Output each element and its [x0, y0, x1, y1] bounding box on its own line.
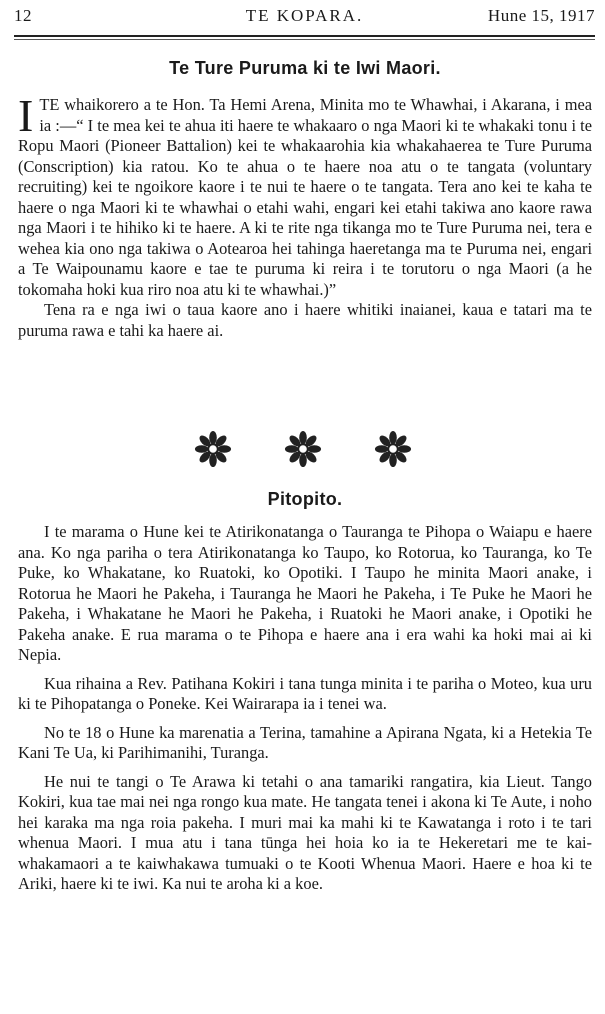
flower-ornament-icon: [284, 430, 322, 468]
article-paragraph: [18, 90, 592, 300]
article-pitopito: [18, 489, 592, 895]
article-headline: Pitopito.: [267, 489, 343, 509]
header-rule: [14, 35, 595, 37]
paragraph-text: TE whaikorero a te Hon. Ta Hemi Arena, Minita mo te Whawhai, i Akarana, i mea ia :—“ I te mea kei te ahua iti haere te whakaaro o nga Maori ki te whakaki tonu i te Ropu Maori (Pioneer Battalion) kei te whakaarohia kia whakahaerea te Ture Puruma (Conscription) kia ratou. Ko te ahua o te haere noa atu o te tangata (voluntary recruiting) kei te ngoikore kaore i te nui te haere o te tangata. Tera ano kei te kaha te haere o nga Maori ki te whawhai o etahi wahi, engari kei etahi takiwa ano kaore rawa nga Maori i te hihiko ki te haere. A ki te rite nga tikanga mo te Ture Puruma nei, tera e wehea kia ono nga takiwa o Aotearoa hei tahinga haeretanga ma te Puruma nei, engari a Te Waipounamu kaore e tae te puruma ki reira i te torutoru o nga Maori (a he tokomaha hoki kua riro noa atu ki te whawhai.)”: [18, 95, 592, 299]
header-rule-thin: [14, 39, 595, 40]
drop-capital: I: [18, 90, 34, 141]
article-headline: Te Ture Puruma ki te Iwi Maori.: [169, 58, 441, 78]
flower-ornament-icon: [194, 430, 232, 468]
flower-ornament-icon: [374, 430, 412, 468]
article-paragraph: He nui te tangi o Te Arawa ki tetahi o ana tamariki rangatira, kia Lieut. Tango Kokiri, kua tae mai nei nga rongo kua mate. He tangata tenei i akona ki Te Aute, i noho hei karaka ma nga roia pakeha. I muri mai ka mahi ki te Kawatanga i roto i te tari whenua Maori. I mua atu i tana tūnga hei hoia ko ia te Hekeretari me te kai-whakamaori a te kaiwhakawa tumuaki o te Kooti Whenua Maori. Haere e hoa ki te Ariki, haere ki te iwi. Ka nui te aroha ki a koe.: [18, 771, 592, 893]
article-paragraph: Kua rihaina a Rev. Patihana Kokiri i tana tunga minita i te pariha o Moteo, kua uru ki te Pihopatanga o Poneke. Kei Wairarapa ia i tenei wa.: [18, 673, 592, 713]
running-header: [14, 6, 595, 32]
article-paragraph: Tena ra e nga iwi o taua kaore ano i haere whitiki inaianei, kaua e tatari ma te puruma rawa e tahi ka haere ai.: [18, 300, 592, 340]
issue-date: Hune 15, 1917: [487, 6, 595, 25]
article-paragraph: No te 18 o Hune ka marenatia a Terina, tamahine a Apirana Ngata, ki a Hetekia Te Kani Te Ua, ki Parihimanihi, Turanga.: [18, 722, 592, 762]
page-number: 12: [14, 6, 32, 25]
article-paragraph: I te marama o Hune kei te Atirikonatanga o Tauranga te Pihopa o Waiapu e haere ana. Ko nga pariha o tera Atirikonatanga ko Taupo, ko Rotorua, ko Tauranga, ko Te Puke, ko Whakatane, ko Ruatoki, ko Opotiki. I Taupo he minita Maori anake, i Rotorua he Maori he Pakeha, i Tauranga he Maori he Pakeha, i Te Puke he Maori he Pakeha, i Whakatane he Maori he Pakeha, i Ruatoki he Maori anake, i Opotiki he Pakeha anake. E rua marama o te Pihopa e haere ana i era wahi ka hoki mai ai ki Nepia.: [18, 522, 592, 664]
publication-title: TE KOPARA.: [245, 6, 364, 25]
article-conscription: [18, 58, 592, 341]
ornament-divider: [0, 430, 605, 470]
